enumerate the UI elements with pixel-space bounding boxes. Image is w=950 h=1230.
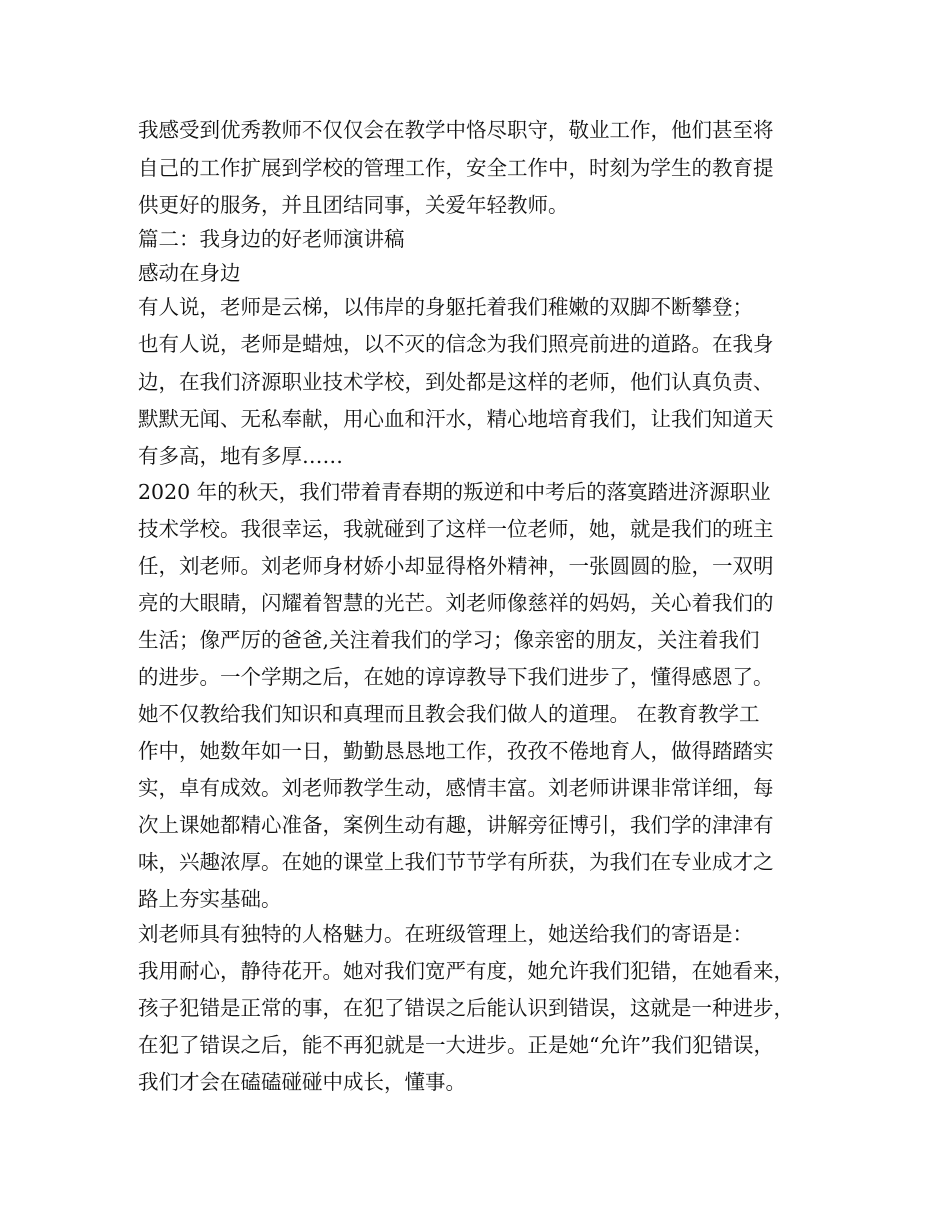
text-line: 有人说，老师是云梯，以伟岸的身躯托着我们稚嫩的双脚不断攀登； [138, 295, 753, 319]
text-line: 味，兴趣浓厚。在她的课堂上我们节节学有所获，为我们在专业成才之 [138, 850, 774, 874]
text-line: 路上夯实基础。 [138, 887, 282, 911]
text-line: 的进步。一个学期之后，在她的谆谆教导下我们进步了，懂得感恩了。 [138, 665, 774, 689]
text-line: 供更好的服务，并且团结同事，关爱年轻教师。 [138, 193, 569, 217]
text-line: 亮的大眼睛，闪耀着智慧的光芒。刘老师像慈祥的妈妈，关心着我们的 [138, 591, 774, 615]
text-line: 有多高，地有多厚…… [138, 444, 343, 468]
text-line: 边，在我们济源职业技术学校，到处都是这样的老师，他们认真负责、 [138, 370, 774, 394]
text-line: 2020 年的秋天，我们带着青春期的叛逆和中考后的落寞踏进济源职业 [138, 480, 771, 504]
text-line: 刘老师具有独特的人格魅力。在班级管理上，她送给我们的寄语是： [138, 922, 753, 946]
text-line: 技术学校。我很幸运，我就碰到了这样一位老师，她，就是我们的班主 [138, 517, 774, 541]
text-line: 也有人说，老师是蜡烛，以不灭的信念为我们照亮前进的道路。在我身 [138, 332, 774, 356]
text-line: 我用耐心，静待花开。她对我们宽严有度，她允许我们犯错，在她看来， [138, 959, 794, 983]
text-line: 孩子犯错是正常的事，在犯了错误之后能认识到错误，这就是一种进步， [138, 996, 794, 1020]
text-line: 次上课她都精心准备，案例生动有趣，讲解旁征博引，我们学的津津有 [138, 813, 774, 837]
text-line: 她不仅教给我们知识和真理而且教会我们做人的道理。 在教育教学工 [138, 702, 760, 726]
text-line: 我感受到优秀教师不仅仅会在教学中恪尽职守，敬业工作，他们甚至将 [138, 118, 774, 142]
text-line: 生活；像严厉的爸爸,关注着我们的学习；像亲密的朋友，关注着我们 [138, 628, 760, 652]
speech-title: 感动在身边 [138, 261, 241, 285]
section-heading: 篇二：我身边的好老师演讲稿 [138, 227, 405, 251]
text-line: 在犯了错误之后，能不再犯就是一大进步。正是她“允许”我们犯错误， [138, 1033, 774, 1057]
text-line: 我们才会在磕磕碰碰中成长，懂事。 [138, 1070, 466, 1094]
text-line: 自己的工作扩展到学校的管理工作，安全工作中，时刻为学生的教育提 [138, 156, 774, 180]
text-line: 实，卓有成效。刘老师教学生动，感情丰富。刘老师讲课非常详细，每 [138, 776, 774, 800]
text-line: 作中，她数年如一日，勤勤恳恳地工作，孜孜不倦地育人，做得踏踏实 [138, 739, 774, 763]
text-line: 任，刘老师。刘老师身材娇小却显得格外精神，一张圆圆的脸，一双明 [138, 554, 774, 578]
text-line: 默默无闻、无私奉献，用心血和汗水，精心地培育我们，让我们知道天 [138, 407, 774, 431]
